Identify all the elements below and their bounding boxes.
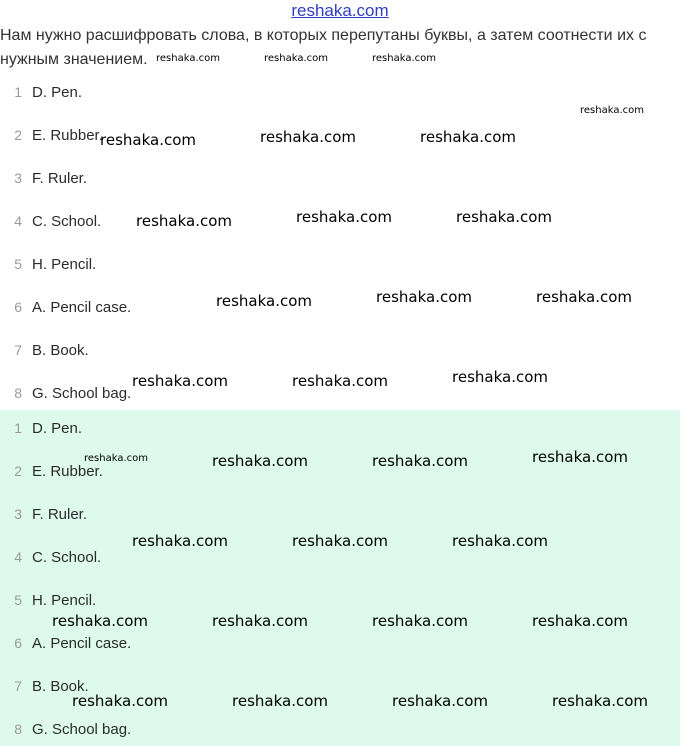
row-number: 3 — [14, 170, 22, 186]
watermark: reshaka.com — [100, 131, 196, 149]
answer-row — [0, 589, 96, 611]
watermark: reshaka.com — [72, 692, 168, 710]
watermark: reshaka.com — [292, 372, 388, 390]
row-text: E. Rubber. — [32, 127, 103, 144]
row-text: H. Pencil. — [32, 592, 97, 609]
row-number: 5 — [14, 592, 22, 608]
row-number: 8 — [14, 385, 22, 401]
row-text: G. School bag. — [32, 385, 132, 402]
answer-row — [0, 503, 87, 525]
watermark: reshaka.com — [292, 532, 388, 550]
watermark: reshaka.com — [52, 612, 148, 630]
watermark: reshaka.com — [136, 212, 232, 230]
row-text: E. Rubber. — [32, 463, 103, 480]
question-row — [0, 253, 96, 275]
watermark: reshaka.com — [156, 53, 220, 64]
row-text: A. Pencil case. — [32, 635, 132, 652]
row-text: G. School bag. — [32, 721, 132, 738]
watermark: reshaka.com — [232, 692, 328, 710]
row-text: A. Pencil case. — [32, 299, 132, 316]
answer-row — [0, 546, 101, 568]
watermark: reshaka.com — [296, 208, 392, 226]
row-text: B. Book. — [32, 678, 89, 695]
row-number: 6 — [14, 299, 22, 315]
question-row — [0, 210, 101, 232]
row-text: D. Pen. — [32, 84, 83, 101]
row-number: 4 — [14, 549, 22, 565]
watermark: reshaka.com — [452, 532, 548, 550]
row-text: B. Book. — [32, 342, 89, 359]
watermark: reshaka.com — [264, 53, 328, 64]
row-number: 6 — [14, 635, 22, 651]
question-row — [0, 124, 103, 146]
row-number: 1 — [14, 420, 22, 436]
watermark: reshaka.com — [212, 452, 308, 470]
watermark: reshaka.com — [132, 372, 228, 390]
site-link[interactable]: reshaka.com — [291, 1, 389, 20]
row-number: 4 — [14, 213, 22, 229]
row-number: 8 — [14, 721, 22, 737]
row-number: 7 — [14, 678, 22, 694]
watermark: reshaka.com — [580, 105, 644, 116]
question-row — [0, 339, 89, 361]
watermark: reshaka.com — [376, 288, 472, 306]
watermark: reshaka.com — [372, 452, 468, 470]
watermark: reshaka.com — [84, 453, 148, 464]
answer-row — [0, 632, 131, 654]
question-row — [0, 167, 87, 189]
row-number: 3 — [14, 506, 22, 522]
answer-row — [0, 718, 131, 740]
watermark: reshaka.com — [532, 612, 628, 630]
answer-row — [0, 417, 82, 439]
watermark: reshaka.com — [456, 208, 552, 226]
row-text: H. Pencil. — [32, 256, 97, 273]
watermark: reshaka.com — [260, 128, 356, 146]
row-text: F. Ruler. — [32, 506, 88, 523]
question-row — [0, 382, 131, 404]
watermark: reshaka.com — [372, 53, 436, 64]
question-row — [0, 296, 131, 318]
row-text: C. School. — [32, 213, 102, 230]
row-text: F. Ruler. — [32, 170, 88, 187]
row-text: D. Pen. — [32, 420, 83, 437]
row-number: 2 — [14, 127, 22, 143]
question-row — [0, 81, 82, 103]
row-number: 2 — [14, 463, 22, 479]
row-number: 7 — [14, 342, 22, 358]
intro-text: Нам нужно расшифровать слова, в которых перепутаны буквы, а затем соотнести их с нужным значением. — [0, 27, 647, 68]
row-number: 5 — [14, 256, 22, 272]
watermark: reshaka.com — [372, 612, 468, 630]
watermark: reshaka.com — [532, 448, 628, 466]
watermark: reshaka.com — [216, 292, 312, 310]
watermark: reshaka.com — [132, 532, 228, 550]
watermark: reshaka.com — [552, 692, 648, 710]
row-text: C. School. — [32, 549, 102, 566]
watermark: reshaka.com — [212, 612, 308, 630]
row-number: 1 — [14, 84, 22, 100]
watermark: reshaka.com — [420, 128, 516, 146]
watermark: reshaka.com — [392, 692, 488, 710]
watermark: reshaka.com — [452, 368, 548, 386]
watermark: reshaka.com — [536, 288, 632, 306]
